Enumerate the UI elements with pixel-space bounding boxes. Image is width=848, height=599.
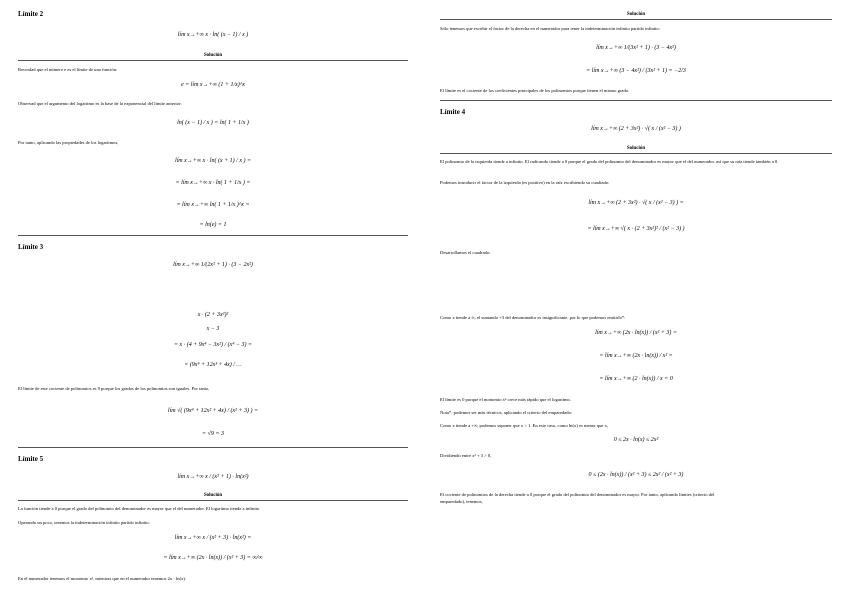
limit-4-paragraph-8: Dividiendo entre x² + 3 > 0, [440, 453, 492, 458]
limit-2-solution-label: Solución [203, 53, 223, 58]
limit-1-equation-line-1: lím x→+∞ 1/(3x² + 1) · (3 − 4x²) [596, 45, 676, 51]
limit-4-equation-line-1: lím x→+∞ (2 + 3x²) · √( x / (x² − 3) ) = [588, 200, 684, 206]
limit-3-paragraph-1: El límite de este cociente de polinomios es 9 porque los grados de los polinomios son iguales. Por tanto, [18, 386, 210, 391]
limit-4-rule [440, 153, 832, 154]
limit-2-equation-1: e = lím x→+∞ (1 + 1/x)^x [181, 82, 245, 88]
limit-4-paragraph-9: El cociente de polinomios de la derecha tiende a 0 porque el grado del polinomio del denominador es mayor. Por tanto, aplicando límites (criterio del [440, 492, 715, 497]
limit-5-equation-line-2: = lím x→+∞ (2x · ln(x)) / (x² + 3) = ∞/∞ [163, 555, 263, 561]
limit-4-paragraph-3: Desarrollamos el cuadrado: [440, 250, 491, 255]
limit-5-paragraph-2: Operando un poco, tenemos la indeterminación infinito partido infinito: [18, 520, 150, 525]
section-divider [440, 100, 832, 101]
limit-4-solution-label: Solución [626, 146, 646, 151]
limit-2-paragraph-2: Observad que el argumento del logaritmo es la base de la exponencial del límite anterior: [18, 101, 182, 106]
limit-1-rule [440, 19, 832, 20]
limit-4-paragraph-7: Como x tiende a +∞, podemos suponer que x > 1. En este caso, como ln(x) es menor que x, [440, 423, 609, 428]
limit-1-paragraph-2: El límite es el cociente de los coeficientes principales de los polinomios porque tienen el mismo grado. [440, 88, 630, 93]
limit-2-equation-3-line-4: = ln(e) = 1 [199, 222, 227, 228]
limit-4-paragraph-5: El límite es 0 porque el monomio x² crece más rápido que el logaritmo. [440, 397, 571, 402]
limit-5-paragraph-3: En el numerador tenemos el monomio x³, mientras que en el numerador tenemos 2x · ln(x). [18, 576, 187, 581]
limit-4-equation-2-line-3: = lím x→+∞ (2 · ln(x)) / x = 0 [599, 376, 673, 382]
limit-3-statement: lím x→+∞ 1/(2x² + 1) · (3 − 2x²) [173, 262, 253, 268]
limit-5-statement: lím x→+∞ x / (x² + 1) · ln(x²) [177, 474, 249, 480]
limit-4-statement: lím x→+∞ (2 + 3x²) · √( x / (x² − 3) ) [591, 126, 681, 132]
limit-2-statement: lím x→+∞ x · ln( (x − 1) / x ) [177, 32, 249, 38]
limit-2-rule [18, 60, 408, 61]
limit-4-equation-3: 0 ≤ 2x · ln(x) ≤ 2x² [613, 437, 659, 443]
limit-2-equation-3-line-1: lím x→+∞ x · ln( (x + 1) / x ) = [174, 158, 252, 164]
limit-2-equation-3-line-2: = lím x→+∞ x · ln( 1 + 1/x ) = [175, 180, 251, 186]
limit-4-equation-4: 0 ≤ (2x · ln(x)) / (x² + 3) ≤ 2x² / (x² + 3) [588, 472, 684, 478]
limit-4-paragraph-4: Como x tiende a ∞, el sumando +3 del denominador es insignificante, por lo que podemos omitirlo*: [440, 315, 626, 320]
limit-4-equation-line-2: = lím x→+∞ √( x · (2 + 3x²)² / (x² − 3) ) [587, 226, 685, 232]
section-divider [18, 447, 408, 448]
limit-3-equation-line-4: = (9x⁵ + 12x³ + 4x) / … [184, 362, 242, 368]
limit-5-equation-line-1: lím x→+∞ x / (x² + 3) · ln(x²) = [174, 535, 252, 541]
limit-4-equation-2-line-1: lím x→+∞ (2x · ln(x)) / (x² + 3) = [595, 330, 677, 336]
limit-5-paragraph-1: La función tiende a 0 porque el grado del polinomio del denominador es mayor que el del numerador. El logaritmo tiende a infinito. [18, 506, 261, 511]
limit-1-paragraph-1: Sólo tenemos que escribir el factor de la derecha en el numerador para tener la indeterminación infinito partido infinito: [440, 26, 660, 31]
limit-4-paragraph-1: El polinomio de la izquierda tiende a infinito. El radicando tiende a 0 porque el grado del polinomio del denominador es mayor que el del numerador, así que su raíz tiende también a 0. [440, 159, 779, 164]
limit-1-equation-line-2: = lím x→+∞ (3 − 4x²) / (3x² + 1) = −2/3 [586, 68, 686, 74]
limit-2-paragraph-3: Por tanto, aplicando las propiedades de los logaritmos, [18, 140, 119, 145]
left-column [18, 0, 408, 599]
limit-1-solution-label: Solución [626, 12, 646, 17]
limit-3-equation-line-2: x − 3 [206, 326, 220, 332]
limit-3-heading: Límite 3 [18, 243, 44, 251]
limit-5-heading: Límite 5 [18, 455, 44, 463]
limit-4-heading: Límite 4 [440, 108, 466, 116]
limit-2-equation-2: ln( (x − 1) / x ) = ln( 1 + 1/x ) [177, 120, 249, 126]
limit-4-equation-2-line-2: = lím x→+∞ (2x · ln(x)) / x² = [599, 353, 673, 359]
limit-3-equation-2-line-1: lím √( (9x⁴ + 12x² + 4x) / (x² + 3) ) = [167, 408, 259, 414]
limit-2-paragraph-1: Recordad que el número e es el límite de una función: [18, 67, 118, 72]
limit-4-paragraph-2: Podemos introducir el factor de la izquierda (es positivo) en la raíz escribiendo su cuadrado: [440, 180, 610, 185]
limit-5-solution-label: Solución [203, 493, 223, 498]
limit-4-paragraph-6: Nota*: podemos ser más técnicos, aplicando el criterio del emparedado: [440, 410, 573, 415]
limit-3-equation-line-3: = x · (4 + 9x⁴ − 3x²) / (x⁴ − 3) = [173, 342, 253, 348]
limit-5-rule [18, 500, 408, 501]
limit-3-equation-2-line-2: = √9 = 3 [202, 431, 224, 437]
right-column [440, 0, 832, 599]
section-divider [18, 235, 408, 236]
limit-4-paragraph-10: emparedado), tenemos, [440, 499, 483, 504]
limit-3-equation-line-1: x · (2 + 3x²)² [197, 312, 229, 318]
limit-2-heading: Límite 2 [18, 10, 44, 18]
limit-2-equation-3-line-3: = lím x→+∞ ln( 1 + 1/x )^x = [176, 202, 250, 208]
